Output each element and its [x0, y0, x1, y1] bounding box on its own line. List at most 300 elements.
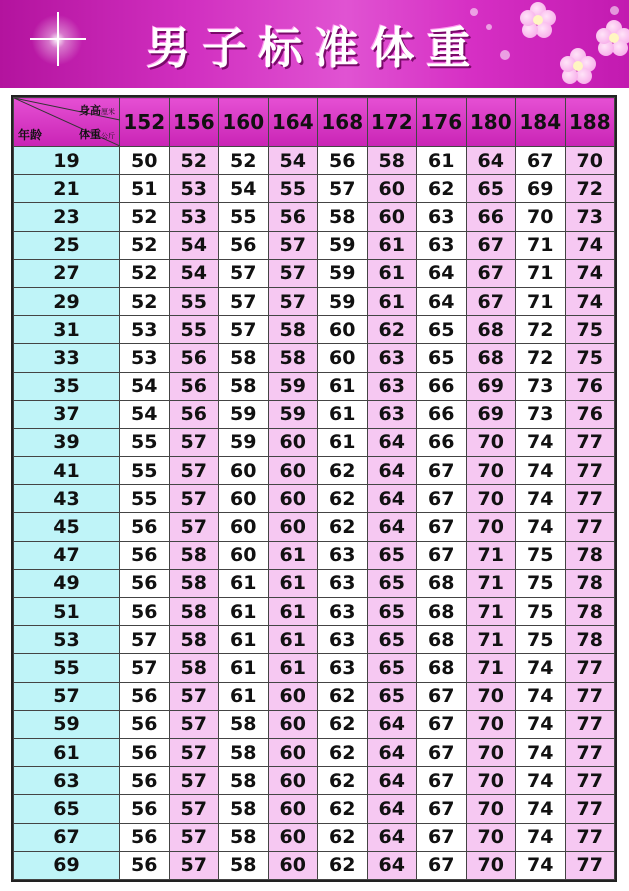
- weight-cell: 68: [417, 569, 467, 597]
- weight-cell: 69: [466, 372, 516, 400]
- weight-cell: 57: [169, 738, 219, 766]
- age-cell: 23: [14, 203, 120, 231]
- weight-cell: 69: [466, 400, 516, 428]
- weight-cell: 71: [516, 231, 566, 259]
- weight-cell: 54: [120, 400, 170, 428]
- weight-cell: 77: [565, 513, 615, 541]
- weight-cell: 77: [565, 428, 615, 456]
- weight-cell: 63: [367, 372, 417, 400]
- weight-cell: 60: [367, 175, 417, 203]
- weight-cell: 74: [516, 738, 566, 766]
- table-row: [14, 738, 615, 766]
- weight-cell: 56: [169, 344, 219, 372]
- weight-cell: 56: [120, 823, 170, 851]
- weight-cell: 64: [367, 795, 417, 823]
- weight-cell: 63: [417, 231, 467, 259]
- weight-cell: 57: [268, 287, 318, 315]
- weight-cell: 71: [466, 598, 516, 626]
- age-cell: 27: [14, 259, 120, 287]
- weight-cell: 64: [367, 767, 417, 795]
- weight-cell: 70: [466, 513, 516, 541]
- weight-cell: 56: [169, 400, 219, 428]
- age-cell: 41: [14, 457, 120, 485]
- table-row: [14, 457, 615, 485]
- weight-cell: 71: [516, 259, 566, 287]
- weight-cell: 52: [219, 147, 269, 175]
- weight-cell: 75: [516, 541, 566, 569]
- weight-cell: 58: [219, 767, 269, 795]
- weight-cell: 58: [219, 344, 269, 372]
- weight-cell: 64: [466, 147, 516, 175]
- weight-cell: 61: [268, 541, 318, 569]
- weight-cell: 56: [318, 147, 368, 175]
- weight-cell: 62: [318, 457, 368, 485]
- weight-cell: 74: [516, 513, 566, 541]
- weight-cell: 61: [219, 654, 269, 682]
- weight-cell: 70: [466, 457, 516, 485]
- weight-cell: 60: [268, 428, 318, 456]
- weight-cell: 62: [367, 316, 417, 344]
- table-row: [14, 203, 615, 231]
- weight-cell: 70: [466, 795, 516, 823]
- weight-cell: 60: [268, 823, 318, 851]
- age-cell: 21: [14, 175, 120, 203]
- weight-cell: 57: [120, 626, 170, 654]
- weight-cell: 53: [120, 316, 170, 344]
- weight-cell: 67: [417, 851, 467, 879]
- weight-cell: 74: [516, 767, 566, 795]
- weight-cell: 72: [516, 316, 566, 344]
- weight-cell: 62: [318, 738, 368, 766]
- weight-cell: 58: [219, 372, 269, 400]
- age-cell: 69: [14, 851, 120, 879]
- table-row: [14, 372, 615, 400]
- title-banner: [0, 0, 629, 88]
- weight-cell: 67: [466, 259, 516, 287]
- weight-cell: 57: [169, 513, 219, 541]
- weight-cell: 71: [466, 626, 516, 654]
- age-cell: 57: [14, 682, 120, 710]
- weight-cell: 60: [219, 541, 269, 569]
- table-row: [14, 682, 615, 710]
- weight-cell: 57: [219, 316, 269, 344]
- table-row: [14, 795, 615, 823]
- age-cell: 49: [14, 569, 120, 597]
- weight-cell: 68: [417, 626, 467, 654]
- height-header-cell: 164: [268, 98, 318, 147]
- weight-cell: 71: [466, 569, 516, 597]
- table-row: [14, 316, 615, 344]
- weight-cell: 53: [169, 175, 219, 203]
- weight-cell: 65: [367, 654, 417, 682]
- weight-cell: 58: [318, 203, 368, 231]
- weight-cell: 77: [565, 795, 615, 823]
- weight-cell: 57: [169, 428, 219, 456]
- table-row: [14, 823, 615, 851]
- weight-cell: 52: [120, 287, 170, 315]
- weight-cell: 54: [120, 372, 170, 400]
- weight-cell: 63: [318, 626, 368, 654]
- weight-cell: 59: [318, 231, 368, 259]
- weight-cell: 63: [367, 400, 417, 428]
- weight-cell: 64: [417, 287, 467, 315]
- weight-cell: 76: [565, 372, 615, 400]
- age-cell: 29: [14, 287, 120, 315]
- weight-cell: 57: [219, 259, 269, 287]
- table-body: [14, 147, 615, 880]
- weight-cell: 56: [120, 513, 170, 541]
- weight-cell: 57: [169, 710, 219, 738]
- weight-cell: 67: [417, 767, 467, 795]
- weight-cell: 58: [219, 795, 269, 823]
- age-cell: 67: [14, 823, 120, 851]
- weight-cell: 56: [120, 682, 170, 710]
- weight-cell: 58: [219, 738, 269, 766]
- weight-cell: 61: [268, 626, 318, 654]
- weight-cell: 74: [516, 823, 566, 851]
- age-cell: 43: [14, 485, 120, 513]
- table-row: [14, 147, 615, 175]
- weight-cell: 56: [120, 598, 170, 626]
- weight-cell: 58: [169, 626, 219, 654]
- weight-cell: 77: [565, 457, 615, 485]
- table-row: [14, 569, 615, 597]
- weight-cell: 58: [219, 823, 269, 851]
- weight-cell: 53: [169, 203, 219, 231]
- weight-cell: 60: [219, 485, 269, 513]
- weight-cell: 67: [417, 795, 467, 823]
- age-axis-label: 年龄: [18, 128, 43, 142]
- height-header-cell: 176: [417, 98, 467, 147]
- weight-cell: 74: [516, 682, 566, 710]
- weight-cell: 69: [516, 175, 566, 203]
- weight-cell: 65: [367, 569, 417, 597]
- weight-cell: 64: [367, 738, 417, 766]
- weight-cell: 63: [318, 654, 368, 682]
- weight-cell: 61: [268, 569, 318, 597]
- weight-cell: 65: [417, 316, 467, 344]
- weight-cell: 58: [169, 541, 219, 569]
- weight-cell: 67: [417, 457, 467, 485]
- weight-cell: 77: [565, 823, 615, 851]
- weight-cell: 52: [120, 231, 170, 259]
- age-cell: 35: [14, 372, 120, 400]
- weight-cell: 70: [466, 823, 516, 851]
- weight-cell: 57: [169, 851, 219, 879]
- weight-cell: 61: [318, 372, 368, 400]
- weight-cell: 67: [417, 738, 467, 766]
- weight-cell: 65: [367, 541, 417, 569]
- weight-cell: 60: [318, 316, 368, 344]
- table-row: [14, 344, 615, 372]
- table-row: [14, 485, 615, 513]
- weight-cell: 62: [318, 823, 368, 851]
- weight-cell: 57: [169, 682, 219, 710]
- weight-cell: 58: [169, 654, 219, 682]
- weight-cell: 57: [268, 259, 318, 287]
- weight-cell: 68: [417, 654, 467, 682]
- weight-cell: 57: [169, 823, 219, 851]
- table-row: [14, 231, 615, 259]
- weight-cell: 74: [516, 795, 566, 823]
- weight-cell: 73: [516, 400, 566, 428]
- weight-cell: 65: [417, 344, 467, 372]
- weight-cell: 62: [318, 513, 368, 541]
- weight-cell: 56: [120, 541, 170, 569]
- weight-cell: 67: [417, 682, 467, 710]
- age-cell: 53: [14, 626, 120, 654]
- weight-cell: 57: [169, 457, 219, 485]
- weight-cell: 61: [417, 147, 467, 175]
- weight-cell: 60: [318, 344, 368, 372]
- weight-cell: 77: [565, 654, 615, 682]
- weight-cell: 60: [268, 767, 318, 795]
- weight-cell: 75: [516, 626, 566, 654]
- weight-cell: 56: [120, 738, 170, 766]
- weight-cell: 51: [120, 175, 170, 203]
- table-row: [14, 400, 615, 428]
- weight-cell: 67: [417, 710, 467, 738]
- age-cell: 37: [14, 400, 120, 428]
- weight-cell: 73: [516, 372, 566, 400]
- weight-cell: 59: [268, 400, 318, 428]
- weight-cell: 64: [367, 457, 417, 485]
- height-header-cell: 184: [516, 98, 566, 147]
- weight-cell: 63: [367, 344, 417, 372]
- weight-cell: 68: [417, 598, 467, 626]
- weight-cell: 74: [565, 287, 615, 315]
- weight-cell: 62: [318, 795, 368, 823]
- weight-cell: 70: [466, 851, 516, 879]
- weight-cell: 58: [268, 344, 318, 372]
- weight-cell: 60: [219, 457, 269, 485]
- weight-cell: 70: [516, 203, 566, 231]
- weight-cell: 52: [120, 259, 170, 287]
- weight-cell: 57: [169, 767, 219, 795]
- table-row: [14, 767, 615, 795]
- weight-cell: 62: [318, 485, 368, 513]
- weight-cell: 78: [565, 626, 615, 654]
- weight-cell: 64: [367, 851, 417, 879]
- weight-cell: 74: [516, 485, 566, 513]
- weight-cell: 63: [417, 203, 467, 231]
- height-header-cell: 160: [219, 98, 269, 147]
- weight-cell: 75: [516, 598, 566, 626]
- weight-cell: 58: [219, 851, 269, 879]
- weight-cell: 54: [169, 231, 219, 259]
- table-row: [14, 175, 615, 203]
- weight-cell: 52: [120, 203, 170, 231]
- weight-cell: 59: [219, 428, 269, 456]
- weight-cell: 65: [367, 598, 417, 626]
- weight-cell: 70: [466, 767, 516, 795]
- height-header-cell: 156: [169, 98, 219, 147]
- weight-cell: 59: [268, 372, 318, 400]
- weight-cell: 58: [367, 147, 417, 175]
- height-header-cell: 152: [120, 98, 170, 147]
- weight-cell: 74: [565, 231, 615, 259]
- weight-cell: 77: [565, 738, 615, 766]
- weight-cell: 56: [120, 795, 170, 823]
- weight-table: [13, 97, 615, 880]
- weight-axis-label: 体重公斤: [79, 128, 115, 141]
- height-header-cell: 188: [565, 98, 615, 147]
- weight-cell: 67: [417, 485, 467, 513]
- weight-cell: 74: [516, 851, 566, 879]
- weight-cell: 61: [268, 654, 318, 682]
- table-row: [14, 541, 615, 569]
- weight-cell: 64: [367, 823, 417, 851]
- weight-cell: 67: [417, 823, 467, 851]
- weight-cell: 60: [268, 851, 318, 879]
- weight-cell: 63: [318, 541, 368, 569]
- age-cell: 65: [14, 795, 120, 823]
- weight-cell: 57: [219, 287, 269, 315]
- weight-cell: 60: [268, 485, 318, 513]
- weight-cell: 78: [565, 541, 615, 569]
- weight-cell: 78: [565, 569, 615, 597]
- weight-cell: 62: [318, 767, 368, 795]
- table-row: [14, 287, 615, 315]
- weight-cell: 61: [318, 428, 368, 456]
- weight-cell: 64: [367, 513, 417, 541]
- weight-cell: 66: [417, 400, 467, 428]
- weight-cell: 55: [169, 316, 219, 344]
- height-header-cell: 180: [466, 98, 516, 147]
- weight-cell: 60: [268, 795, 318, 823]
- weight-cell: 67: [466, 231, 516, 259]
- weight-cell: 58: [169, 569, 219, 597]
- weight-cell: 61: [318, 400, 368, 428]
- table-row: [14, 710, 615, 738]
- weight-cell: 65: [466, 175, 516, 203]
- weight-cell: 70: [466, 682, 516, 710]
- weight-cell: 67: [516, 147, 566, 175]
- weight-cell: 54: [169, 259, 219, 287]
- age-cell: 47: [14, 541, 120, 569]
- weight-cell: 62: [318, 710, 368, 738]
- weight-cell: 77: [565, 851, 615, 879]
- weight-cell: 64: [417, 259, 467, 287]
- weight-cell: 55: [268, 175, 318, 203]
- weight-cell: 75: [516, 569, 566, 597]
- weight-cell: 75: [565, 344, 615, 372]
- age-cell: 55: [14, 654, 120, 682]
- weight-cell: 65: [367, 682, 417, 710]
- weight-cell: 59: [318, 259, 368, 287]
- weight-cell: 61: [367, 231, 417, 259]
- weight-cell: 50: [120, 147, 170, 175]
- weight-cell: 75: [565, 316, 615, 344]
- weight-cell: 60: [268, 682, 318, 710]
- age-cell: 31: [14, 316, 120, 344]
- weight-cell: 61: [367, 259, 417, 287]
- weight-cell: 68: [466, 344, 516, 372]
- weight-cell: 70: [565, 147, 615, 175]
- weight-cell: 77: [565, 710, 615, 738]
- age-cell: 25: [14, 231, 120, 259]
- weight-cell: 61: [367, 287, 417, 315]
- weight-cell: 56: [120, 767, 170, 795]
- weight-cell: 56: [169, 372, 219, 400]
- weight-cell: 74: [516, 710, 566, 738]
- weight-cell: 55: [120, 457, 170, 485]
- weight-cell: 62: [318, 682, 368, 710]
- age-cell: 19: [14, 147, 120, 175]
- table-row: [14, 851, 615, 879]
- table-row: [14, 428, 615, 456]
- weight-cell: 60: [219, 513, 269, 541]
- age-cell: 33: [14, 344, 120, 372]
- weight-cell: 53: [120, 344, 170, 372]
- weight-cell: 60: [367, 203, 417, 231]
- weight-cell: 74: [516, 457, 566, 485]
- weight-cell: 57: [268, 231, 318, 259]
- weight-cell: 66: [417, 372, 467, 400]
- weight-cell: 67: [417, 513, 467, 541]
- table-row: [14, 513, 615, 541]
- table-row: [14, 598, 615, 626]
- age-cell: 61: [14, 738, 120, 766]
- weight-cell: 77: [565, 682, 615, 710]
- weight-cell: 63: [318, 598, 368, 626]
- weight-cell: 61: [219, 626, 269, 654]
- weight-cell: 56: [120, 710, 170, 738]
- weight-cell: 74: [516, 428, 566, 456]
- weight-cell: 64: [367, 710, 417, 738]
- weight-cell: 57: [169, 485, 219, 513]
- weight-cell: 60: [268, 457, 318, 485]
- weight-cell: 77: [565, 485, 615, 513]
- page-title: 男子标准体重: [146, 23, 483, 74]
- weight-cell: 66: [466, 203, 516, 231]
- weight-cell: 67: [417, 541, 467, 569]
- weight-cell: 57: [120, 654, 170, 682]
- weight-cell: 55: [169, 287, 219, 315]
- weight-cell: 64: [367, 428, 417, 456]
- weight-cell: 62: [318, 851, 368, 879]
- weight-cell: 59: [219, 400, 269, 428]
- weight-cell: 56: [268, 203, 318, 231]
- weight-cell: 54: [268, 147, 318, 175]
- weight-cell: 71: [466, 654, 516, 682]
- weight-cell: 61: [219, 682, 269, 710]
- weight-cell: 74: [516, 654, 566, 682]
- height-header-cell: 168: [318, 98, 368, 147]
- weight-cell: 58: [169, 598, 219, 626]
- weight-cell: 60: [268, 738, 318, 766]
- weight-cell: 56: [219, 231, 269, 259]
- age-cell: 59: [14, 710, 120, 738]
- weight-cell: 78: [565, 598, 615, 626]
- weight-cell: 56: [120, 851, 170, 879]
- weight-cell: 68: [466, 316, 516, 344]
- weight-cell: 54: [219, 175, 269, 203]
- weight-cell: 72: [565, 175, 615, 203]
- weight-cell: 67: [466, 287, 516, 315]
- age-cell: 39: [14, 428, 120, 456]
- age-cell: 63: [14, 767, 120, 795]
- weight-cell: 60: [268, 710, 318, 738]
- weight-table-frame: [11, 95, 617, 882]
- weight-cell: 73: [565, 203, 615, 231]
- weight-cell: 70: [466, 710, 516, 738]
- table-row: [14, 626, 615, 654]
- weight-cell: 64: [367, 485, 417, 513]
- weight-cell: 58: [268, 316, 318, 344]
- table-row: [14, 654, 615, 682]
- weight-cell: 56: [120, 569, 170, 597]
